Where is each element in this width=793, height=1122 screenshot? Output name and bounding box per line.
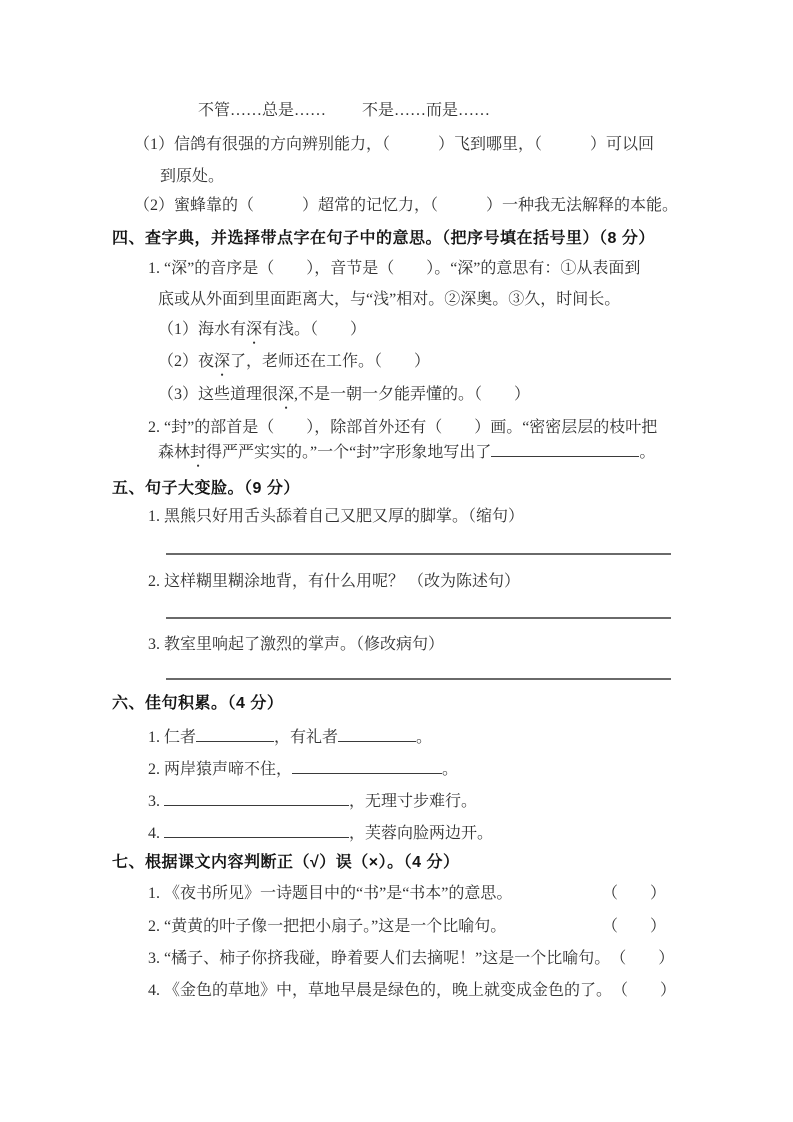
judge-statement: 4. 《金色的草地》中，草地早晨是绿色的，晚上就变成金色的了。 <box>148 982 613 999</box>
answer-line-1 <box>166 553 671 555</box>
answer-blank <box>292 760 442 774</box>
sub3-text-post: ,不是一朝一夕能弄懂的。（ ） <box>294 386 531 403</box>
sub1-text-post: 有浅。（ ） <box>262 321 367 338</box>
sub3-text-pre: （3）这些道理很 <box>158 386 279 403</box>
answer-blank <box>338 728 416 742</box>
section4-item1-sub3 <box>158 384 530 406</box>
section6-item4 <box>148 823 493 845</box>
judge-statement: 3. “橘子、柿子你挤我碰，睁着要人们去摘呢！”这是一个比喻句。 <box>148 950 611 967</box>
section6-item3 <box>148 791 477 813</box>
section5-item2: 2. 这样糊里糊涂地背，有什么用呢？ （改为陈述句） <box>148 573 521 590</box>
answer-blank <box>196 728 274 742</box>
section4-item1-sub2 <box>158 351 430 373</box>
word-bank-pair-1: 不管……总是…… <box>198 102 327 119</box>
item-text: 。 <box>416 729 433 746</box>
section7-heading: 七、根据课文内容判断正（√）误（×）。（4 分） <box>112 854 460 871</box>
judge-statement: 1. 《夜书所见》一诗题目中的“书”是“书本”的意思。 <box>148 885 513 902</box>
sub1-text-pre: （1）海水有 <box>158 321 247 338</box>
word-bank <box>198 100 490 122</box>
judge-statement: 2. “黄黄的叶子像一把把小扇子。”这是一个比喻句。 <box>148 918 507 935</box>
item2-dotted-char: 封 <box>190 444 207 461</box>
sub3-dotted-char: 深 <box>278 386 295 403</box>
item-text: 4. <box>148 825 160 842</box>
item2-text-pre: 森林 <box>158 444 191 461</box>
section7-item1 <box>148 883 666 905</box>
judge-answer-bracket: （ ） <box>601 918 666 935</box>
answer-blank <box>491 443 639 457</box>
section4-item1-line1: 1. “深”的音序是（ ），音节是（ ）。“深”的意思有：①从表面到 <box>148 260 641 277</box>
answer-blank <box>164 792 349 806</box>
item-text: 。 <box>442 761 459 778</box>
section5-item3: 3. 教室里响起了激烈的掌声。（修改病句） <box>148 636 445 653</box>
section4-item2-line1: 2. “封”的部首是（ ），除部首外还有（ ）画。“密密层层的枝叶把 <box>148 419 658 436</box>
section5-item1: 1. 黑熊只好用舌头舔着自己又肥又厚的脚掌。（缩句） <box>148 508 525 525</box>
section4-item1-sub1 <box>158 319 366 341</box>
item-text: ，芙蓉向脸两边开。 <box>349 825 494 842</box>
item2-text-mid: 得严严实实的。”一个“封”字形象地写出了 <box>206 444 492 461</box>
item-text: 1. 仁者 <box>148 729 197 746</box>
section4-item1-line2: 底或从外面到里面距离大，与“浅”相对。②深奥。③久，时间长。 <box>158 291 621 308</box>
answer-blank <box>164 824 349 838</box>
fill-item-1-line-1: （1）信鸽有很强的方向辨别能力，（ ）飞到哪里，（ ）可以回 <box>134 136 655 153</box>
item-text: 2. 两岸猿声啼不住， <box>148 761 293 778</box>
section7-item4 <box>148 980 677 1002</box>
answer-line-2 <box>166 617 671 619</box>
item-text: 3. <box>148 793 160 810</box>
answer-line-3 <box>166 678 671 680</box>
word-bank-pair-2: 不是……而是…… <box>362 102 491 119</box>
section4-item2-line2 <box>158 442 655 464</box>
judge-answer-bracket: （ ） <box>612 982 677 999</box>
judge-answer-bracket: （ ） <box>601 885 666 902</box>
section4-heading: 四、查字典，并选择带点字在句子中的意思。（把序号填在括号里）（8 分） <box>112 230 655 247</box>
fill-item-2: （2）蜜蜂靠的（ ）超常的记忆力，（ ）一种我无法解释的本能。 <box>134 197 679 214</box>
section7-item2 <box>148 916 666 938</box>
item-text: ，无理寸步难行。 <box>349 793 478 810</box>
section6-item1 <box>148 727 432 749</box>
item2-text-end: 。 <box>639 444 656 461</box>
section6-item2 <box>148 759 458 781</box>
sub2-text-post: 了，老师还在工作。（ ） <box>230 353 431 370</box>
sub1-dotted-char: 深 <box>246 321 263 338</box>
section6-heading: 六、佳句积累。（4 分） <box>112 695 284 712</box>
fill-item-1-line-2: 到原处。 <box>160 168 225 185</box>
sub2-text-pre: （2）夜 <box>158 353 215 370</box>
section5-heading: 五、句子大变脸。（9 分） <box>112 480 300 497</box>
section7-item3 <box>148 948 675 970</box>
sub2-dotted-char: 深 <box>214 353 231 370</box>
judge-answer-bracket: （ ） <box>610 950 675 967</box>
item-text: ，有礼者 <box>274 729 339 746</box>
